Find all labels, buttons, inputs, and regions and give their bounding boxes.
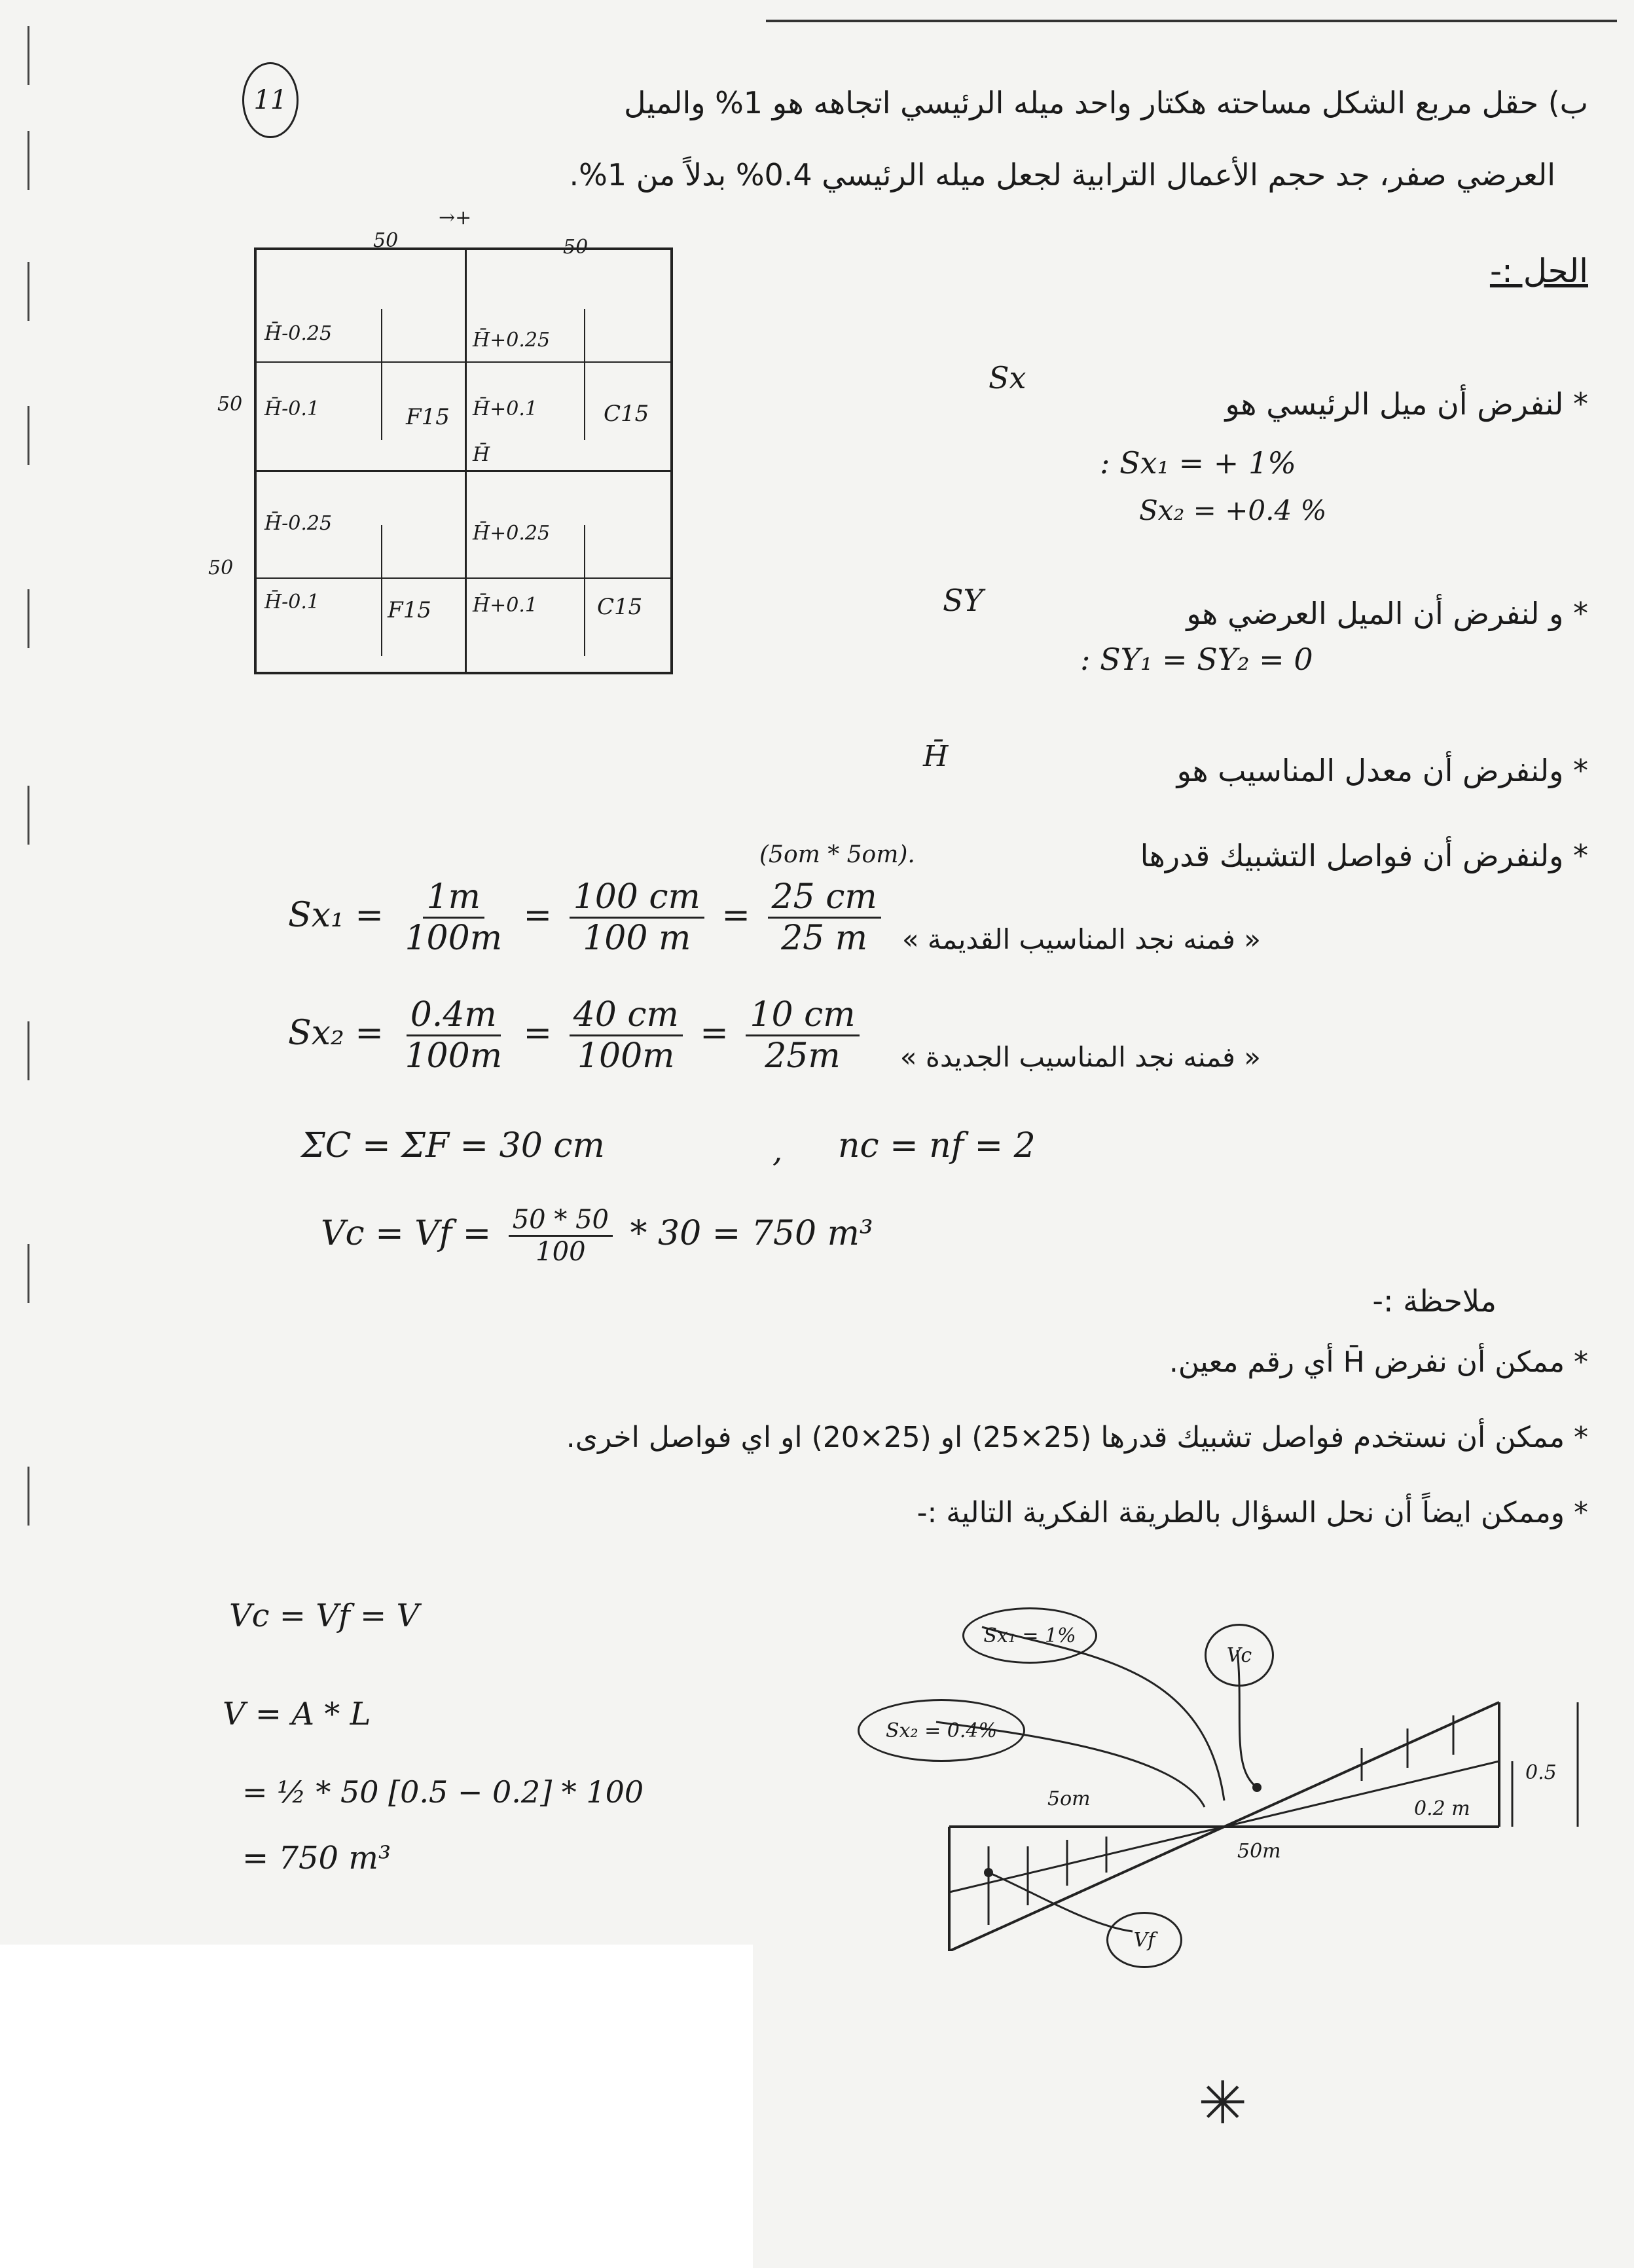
cell-tick xyxy=(257,361,465,363)
sx1-value: : Sx₁ = + 1% xyxy=(1100,445,1296,481)
sy-symbol: SY xyxy=(943,583,983,618)
cell-tick xyxy=(584,525,585,656)
sx1-lhs: Sx₁ = xyxy=(288,896,384,935)
leader-dot xyxy=(1252,1783,1262,1792)
flow-arrow: →+ xyxy=(439,206,472,229)
margin-mark xyxy=(18,26,29,85)
grid-center-label: H̄ xyxy=(473,443,490,466)
margin-mark xyxy=(18,406,29,465)
count-equation: nc = nf = 2 xyxy=(838,1126,1036,1165)
method2-line-2: V = A * L xyxy=(223,1696,371,1732)
margin-mark xyxy=(18,131,29,190)
margin-mark xyxy=(18,1021,29,1080)
fraction-den: 25 m xyxy=(781,919,868,958)
fraction xyxy=(570,995,683,1076)
cell-tick xyxy=(465,361,670,363)
note-3: * وممكن ايضاً أن نحل السؤال بالطريقة الفكرية التالية :- xyxy=(917,1496,1588,1529)
sx2-lhs: Sx₂ = xyxy=(288,1014,384,1053)
cell-level: H̄-0.25 xyxy=(264,322,333,345)
volume-lhs: Vc = Vf = xyxy=(321,1214,492,1253)
sum-equation: ΣC = ΣF = 30 cm xyxy=(301,1126,605,1165)
fraction-den: 100 m xyxy=(583,919,691,958)
fraction xyxy=(570,877,704,958)
fraction-den: 100m xyxy=(577,1036,675,1076)
notes-title: ملاحظة :- xyxy=(1372,1283,1497,1319)
new-levels-note: « فمنه نجد المناسيب الجديدة » xyxy=(899,1041,1261,1073)
cell-level: H̄+0.25 xyxy=(473,329,551,352)
fraction xyxy=(768,877,881,958)
fraction-num: 1m xyxy=(423,877,484,919)
height-new: 0.2 m xyxy=(1414,1797,1470,1820)
cell-tick xyxy=(381,525,382,656)
top-rule xyxy=(766,20,1617,22)
cell-level: H̄-0.25 xyxy=(264,512,333,535)
cell-tag: C15 xyxy=(604,401,649,427)
sx2-value: Sx₂ = +0.4 % xyxy=(1139,494,1327,526)
fraction-num: 25 cm xyxy=(768,877,881,919)
fraction xyxy=(401,995,506,1076)
sx1-bubble: Sx₁ = 1% xyxy=(962,1607,1097,1664)
margin-mark xyxy=(18,589,29,648)
margin-mark xyxy=(18,1244,29,1303)
assumption-4: * ولنفرض أن فواصل التشبيك قدرها xyxy=(1140,838,1588,873)
note-1: * ممكن أن نفرض H̄ أي رقم معين. xyxy=(1169,1345,1588,1379)
sx2-equation: Sx₂ = $\frac{0.4m}{100m}$ = $\frac{40 cm}{100m}$ = $\frac{10 cm}{25m}$ xyxy=(288,995,866,1076)
sx-symbol: Sx xyxy=(989,360,1026,395)
margin-mark xyxy=(18,786,29,845)
grid-top-dim: 50 xyxy=(563,236,589,259)
margin-mark xyxy=(18,262,29,321)
cell-tick xyxy=(381,309,382,440)
cell-level: H̄-0.1 xyxy=(264,397,320,420)
grid-spacing-value: (5om * 5om). xyxy=(759,841,915,868)
assumption-1: * لنفرض أن ميل الرئيسي هو xyxy=(1225,386,1588,422)
old-levels-note: « فمنه نجد المناسيب القديمة » xyxy=(901,923,1261,955)
comma: , xyxy=(772,1133,783,1169)
question-number: 11 xyxy=(242,62,299,138)
fraction-den: 100 xyxy=(536,1237,586,1267)
cell-level: H̄-0.1 xyxy=(264,591,320,613)
h-symbol: H̄ xyxy=(923,740,949,773)
vc-bubble: Vc xyxy=(1205,1624,1274,1687)
volume-equation xyxy=(321,1205,873,1267)
grid-diagram xyxy=(254,247,673,674)
sx1-equation: Sx₁ = $\frac{1m}{100m}$ = $\frac{100 cm}{100 m}$ = $\frac{25 cm}{25 m}$ xyxy=(288,877,888,958)
question-line-1: ب) حقل مربع الشكل مساحته هكتار واحد ميله الرئيسي اتجاهه هو 1% والميل xyxy=(624,85,1588,120)
cell-tag: F15 xyxy=(406,404,450,430)
margin-mark xyxy=(18,1467,29,1526)
end-mark: ✳ xyxy=(1198,2069,1248,2138)
grid-left-dim: 50 xyxy=(208,557,234,579)
cell-level: H̄+0.25 xyxy=(473,522,551,545)
cell-tick xyxy=(584,309,585,440)
grid-divider xyxy=(257,470,670,472)
fraction-num: 0.4m xyxy=(407,995,501,1036)
cell-tag: C15 xyxy=(597,594,643,620)
solution-label: الحل :- xyxy=(1489,252,1588,290)
method2-line-1: Vc = Vf = V xyxy=(229,1598,420,1634)
fraction-den: 25m xyxy=(765,1036,841,1076)
volume-rhs: * 30 = 750 m³ xyxy=(630,1214,873,1253)
height-original: 0.5 xyxy=(1525,1761,1557,1784)
cell-tick xyxy=(465,577,670,579)
cell-level: H̄+0.1 xyxy=(473,397,538,420)
method2-line-4: = 750 m³ xyxy=(242,1840,391,1876)
fraction-den: 100m xyxy=(405,919,502,958)
vf-bubble: Vf xyxy=(1106,1912,1182,1968)
fraction-num: 10 cm xyxy=(746,995,859,1036)
sx2-bubble: Sx₂ = 0.4% xyxy=(858,1699,1025,1762)
grid-divider xyxy=(465,250,467,672)
grid-left-dim: 50 xyxy=(217,393,243,416)
fraction-den: 100m xyxy=(405,1036,502,1076)
scanned-page-lower xyxy=(753,1938,1634,2268)
fraction xyxy=(401,877,506,958)
question-line-2: العرضي صفر، جد حجم الأعمال الترابية لجعل ميله الرئيسي 0.4% بدلاً من 1%. xyxy=(569,157,1555,192)
fraction xyxy=(746,995,859,1076)
sy-value: : SY₁ = SY₂ = 0 xyxy=(1080,642,1313,677)
grid-top-dim: 50 xyxy=(373,229,399,252)
fraction-num: 40 cm xyxy=(570,995,683,1036)
right-length: 50m xyxy=(1237,1840,1281,1863)
method2-line-3: = ½ * 50 [0.5 − 0.2] * 100 xyxy=(242,1774,644,1810)
fraction-num: 50 * 50 xyxy=(509,1205,613,1237)
fraction-num: 100 cm xyxy=(570,877,704,919)
fraction xyxy=(509,1205,613,1267)
cell-tag: F15 xyxy=(388,597,431,623)
cell-level: H̄+0.1 xyxy=(473,594,538,617)
leader-dot xyxy=(984,1868,993,1877)
note-2: * ممكن أن نستخدم فواصل تشبيك قدرها (25×25) او (25×20) او اي فواصل اخرى. xyxy=(566,1421,1588,1454)
assumption-2: * و لنفرض أن الميل العرضي هو xyxy=(1186,596,1588,631)
assumption-3: * ولنفرض أن معدل المناسيب هو xyxy=(1176,753,1588,788)
left-length: 5om xyxy=(1047,1787,1091,1810)
cell-tick xyxy=(257,577,465,579)
